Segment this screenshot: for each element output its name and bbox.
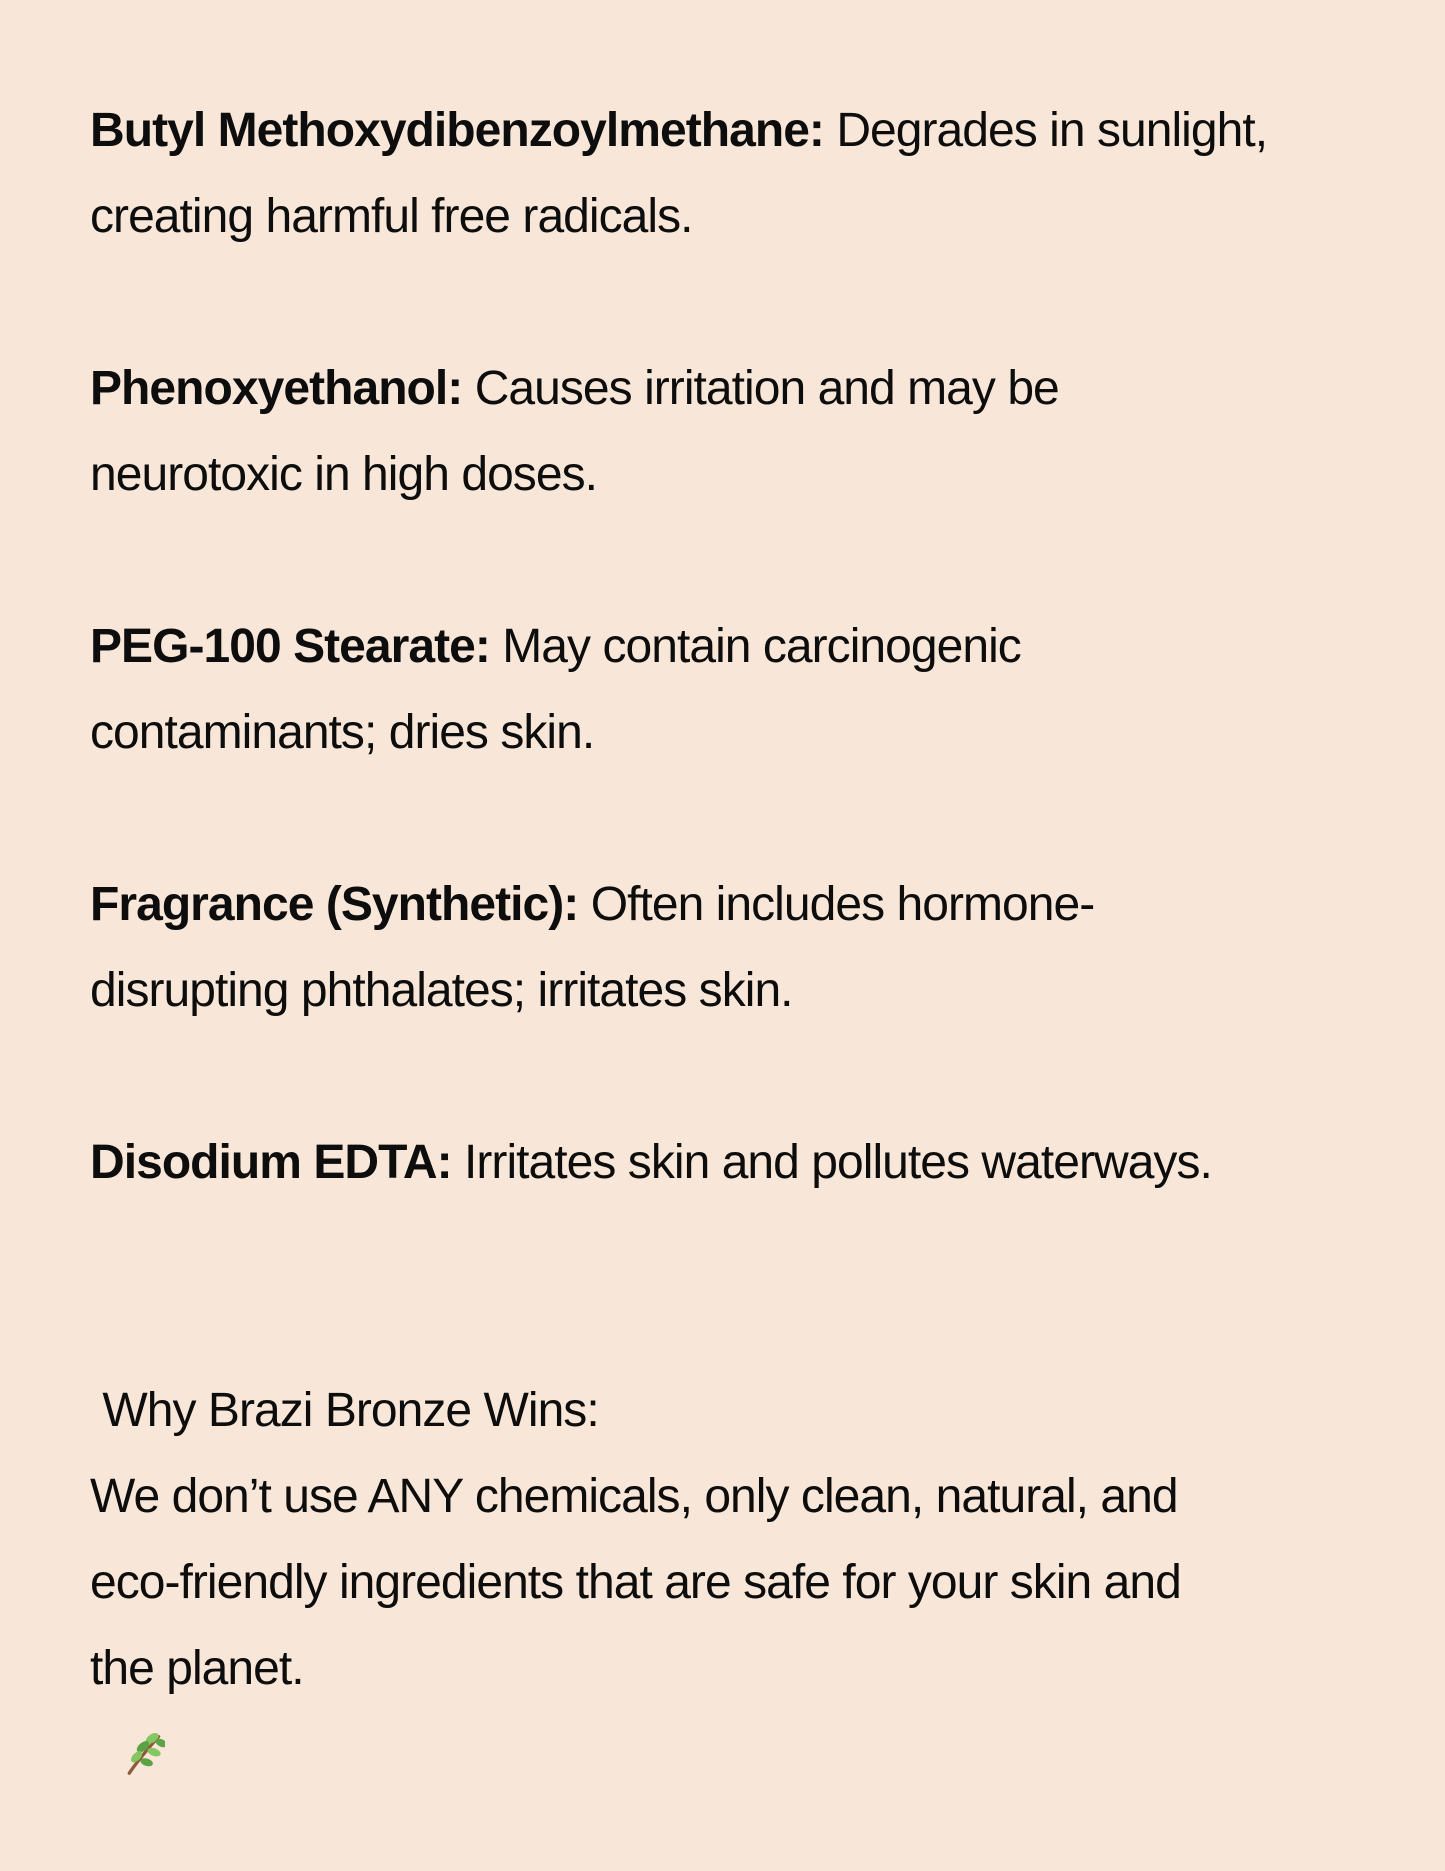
ingredient-item: Butyl Methoxydibenzoylmethane: Degrades in sunlight, creating harmful free radicals. xyxy=(90,104,1268,243)
conclusion-heading: Why Brazi Bronze Wins: xyxy=(90,1384,599,1437)
conclusion-line: the planet. xyxy=(90,1626,1365,1798)
conclusion-block xyxy=(90,1292,1365,1798)
conclusion-lines xyxy=(90,1454,1365,1798)
ingredient-name: Fragrance (Synthetic): xyxy=(90,878,579,931)
ingredient-item: Disodium EDTA: Irritates skin and pollutes waterways. xyxy=(90,1136,1212,1189)
ingredient-item: Fragrance (Synthetic): Often includes hormone- disrupting phthalates; irritates skin. xyxy=(90,878,1095,1017)
ingredient-name: Butyl Methoxydibenzoylmethane: xyxy=(90,104,824,157)
conclusion-line: We don’t use ANY chemicals, only clean, natural, and xyxy=(90,1470,1178,1523)
ingredient-item: Phenoxyethanol: Causes irritation and may be neurotoxic in high doses. xyxy=(90,362,1059,501)
herb-emoji-icon xyxy=(121,1732,165,1776)
ingredient-name: PEG-100 Stearate: xyxy=(90,620,490,673)
ingredient-name: Disodium EDTA: xyxy=(90,1136,452,1189)
ingredient-name: Phenoxyethanol: xyxy=(90,362,463,415)
conclusion-line: eco-friendly ingredients that are safe for your skin and xyxy=(90,1556,1181,1609)
ingredient-list xyxy=(90,88,1365,1206)
ingredient-item: PEG-100 Stearate: May contain carcinogenic contaminants; dries skin. xyxy=(90,620,1021,759)
